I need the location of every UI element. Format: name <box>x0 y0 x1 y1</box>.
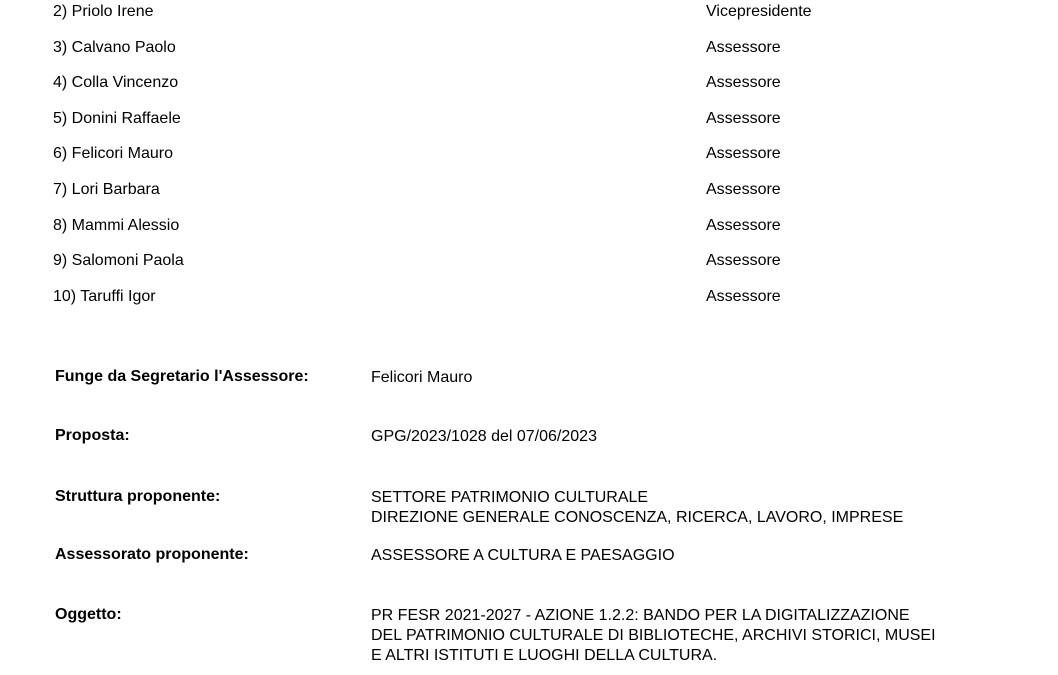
member-role: Assessore <box>706 181 781 198</box>
member-role: Assessore <box>706 252 781 269</box>
member-name: 9) Salomoni Paola <box>53 252 184 269</box>
subject-line: PR FESR 2021-2027 - AZIONE 1.2.2: BANDO PER LA DIGITALIZZAZIONE <box>371 607 910 624</box>
proposal-value <box>371 427 597 447</box>
member-row <box>53 217 1003 239</box>
member-name: 8) Mammi Alessio <box>53 217 180 234</box>
member-row <box>53 74 1003 96</box>
department-name: ASSESSORE A CULTURA E PAESAGGIO <box>371 547 675 564</box>
proposal-code: GPG/2023/1028 del 07/06/2023 <box>371 428 597 445</box>
member-name: 4) Colla Vincenzo <box>53 74 179 91</box>
subject-line: E ALTRI ISTITUTI E LUOGHI DELLA CULTURA. <box>371 647 718 664</box>
department-value <box>371 546 675 566</box>
secretary-label: Funge da Segretario l'Assessore: <box>55 368 309 385</box>
department-field <box>55 546 1015 568</box>
member-name: 3) Calvano Paolo <box>53 39 176 56</box>
member-role: Assessore <box>706 110 781 127</box>
subject-line: DEL PATRIMONIO CULTURALE DI BIBLIOTECHE, ARCHIVI STORICI, MUSEI <box>371 627 936 644</box>
member-row <box>53 145 1003 167</box>
department-label: Assessorato proponente: <box>55 546 249 563</box>
member-row <box>53 288 1003 310</box>
secretary-field <box>55 368 1015 390</box>
member-role: Assessore <box>706 217 781 234</box>
structure-line: DIREZIONE GENERALE CONOSCENZA, RICERCA, LAVORO, IMPRESE <box>371 509 904 526</box>
member-role: Vicepresidente <box>706 3 812 20</box>
structure-line: SETTORE PATRIMONIO CULTURALE <box>371 489 649 506</box>
member-role: Assessore <box>706 145 781 162</box>
member-row <box>53 3 1003 25</box>
proposal-label: Proposta: <box>55 427 130 444</box>
member-row <box>53 252 1003 274</box>
subject-label: Oggetto: <box>55 606 122 623</box>
member-row <box>53 39 1003 61</box>
member-row <box>53 110 1003 132</box>
member-role: Assessore <box>706 288 781 305</box>
structure-label: Struttura proponente: <box>55 488 221 505</box>
subject-field <box>55 606 1015 668</box>
member-row <box>53 181 1003 203</box>
structure-value <box>371 488 903 528</box>
member-name: 2) Priolo Irene <box>53 3 154 20</box>
member-name: 7) Lori Barbara <box>53 181 160 198</box>
structure-field <box>55 488 1015 530</box>
member-role: Assessore <box>706 39 781 56</box>
member-name: 5) Donini Raffaele <box>53 110 181 127</box>
member-name: 6) Felicori Mauro <box>53 145 174 162</box>
subject-value <box>371 606 936 666</box>
member-name: 10) Taruffi Igor <box>53 288 156 305</box>
member-role: Assessore <box>706 74 781 91</box>
secretary-value <box>371 368 472 388</box>
proposal-field <box>55 427 1015 449</box>
secretary-name: Felicori Mauro <box>371 369 473 386</box>
